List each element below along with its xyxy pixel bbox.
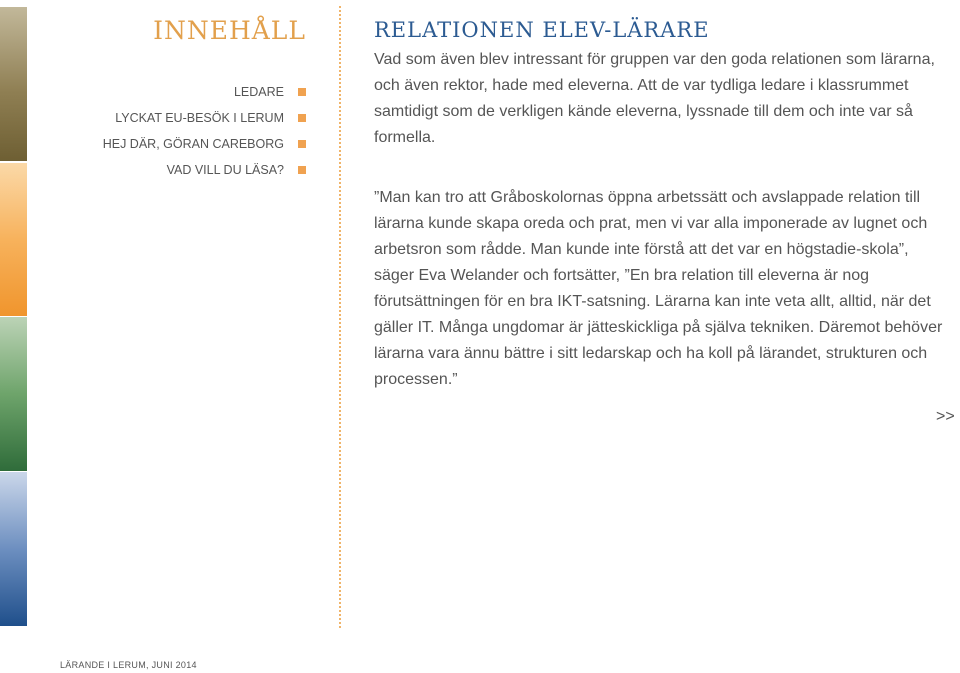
color-strip-green <box>0 317 27 471</box>
toc-list <box>60 79 306 183</box>
toc-title: INNEHÅLL <box>153 16 306 45</box>
color-strip-brown <box>0 7 27 161</box>
toc-item-label: LEDARE <box>233 85 284 99</box>
next-page-link[interactable]: >> <box>936 408 955 425</box>
square-bullet-icon <box>298 114 306 122</box>
color-strip-orange <box>0 163 27 316</box>
toc-item-ledare[interactable] <box>60 79 306 105</box>
square-bullet-icon <box>298 166 306 174</box>
page-footer: LÄRANDE I LERUM, JUNI 2014 <box>60 660 197 670</box>
article-paragraph-2: ”Man kan tro att Gråboskolornas öppna arbetssätt och avslappade relation till lärarna kunde skapa oreda och prat, men vi var alla imponerade av lugnet och arbetsron som rådde. Man kunde inte förstå att det var en högstadie-skola”, säger Eva Welander och fortsätter, ”En bra relation till eleverna är nog förutsättningen för en bra IKT-satsning. Lärarna kan inte veta allt, alltid, när det gäller IT. Många ungdomar är jätteskickliga på själva tekniken. Däremot behöver lärarna vara ännu bättre i sitt ledarskap och ha koll på lärandet, strukturen och processen.” <box>374 189 943 388</box>
dotted-divider <box>339 6 341 628</box>
article-title: RELATIONEN ELEV-LÄRARE <box>374 18 710 42</box>
square-bullet-icon <box>298 88 306 96</box>
toc-item-vad-vill-du-lasa[interactable] <box>60 157 306 183</box>
color-strip-blue <box>0 472 27 626</box>
article-paragraph-1: Vad som även blev intressant för gruppen var den goda relationen som lärarna, och även rektor, hade med eleverna. Att de var tydliga ledare i klassrummet samtidigt som de verkligen kände eleverna, lyssnade till dem och inte var så formella. <box>374 51 935 146</box>
toc-item-goran-careborg[interactable] <box>60 131 306 157</box>
toc-item-label: HEJ DÄR, GÖRAN CAREBORG <box>102 137 284 151</box>
toc-item-eu-besok[interactable] <box>60 105 306 131</box>
toc-item-label: VAD VILL DU LÄSA? <box>166 163 284 177</box>
toc-item-label: LYCKAT EU-BESÖK I LERUM <box>115 111 284 125</box>
square-bullet-icon <box>298 140 306 148</box>
